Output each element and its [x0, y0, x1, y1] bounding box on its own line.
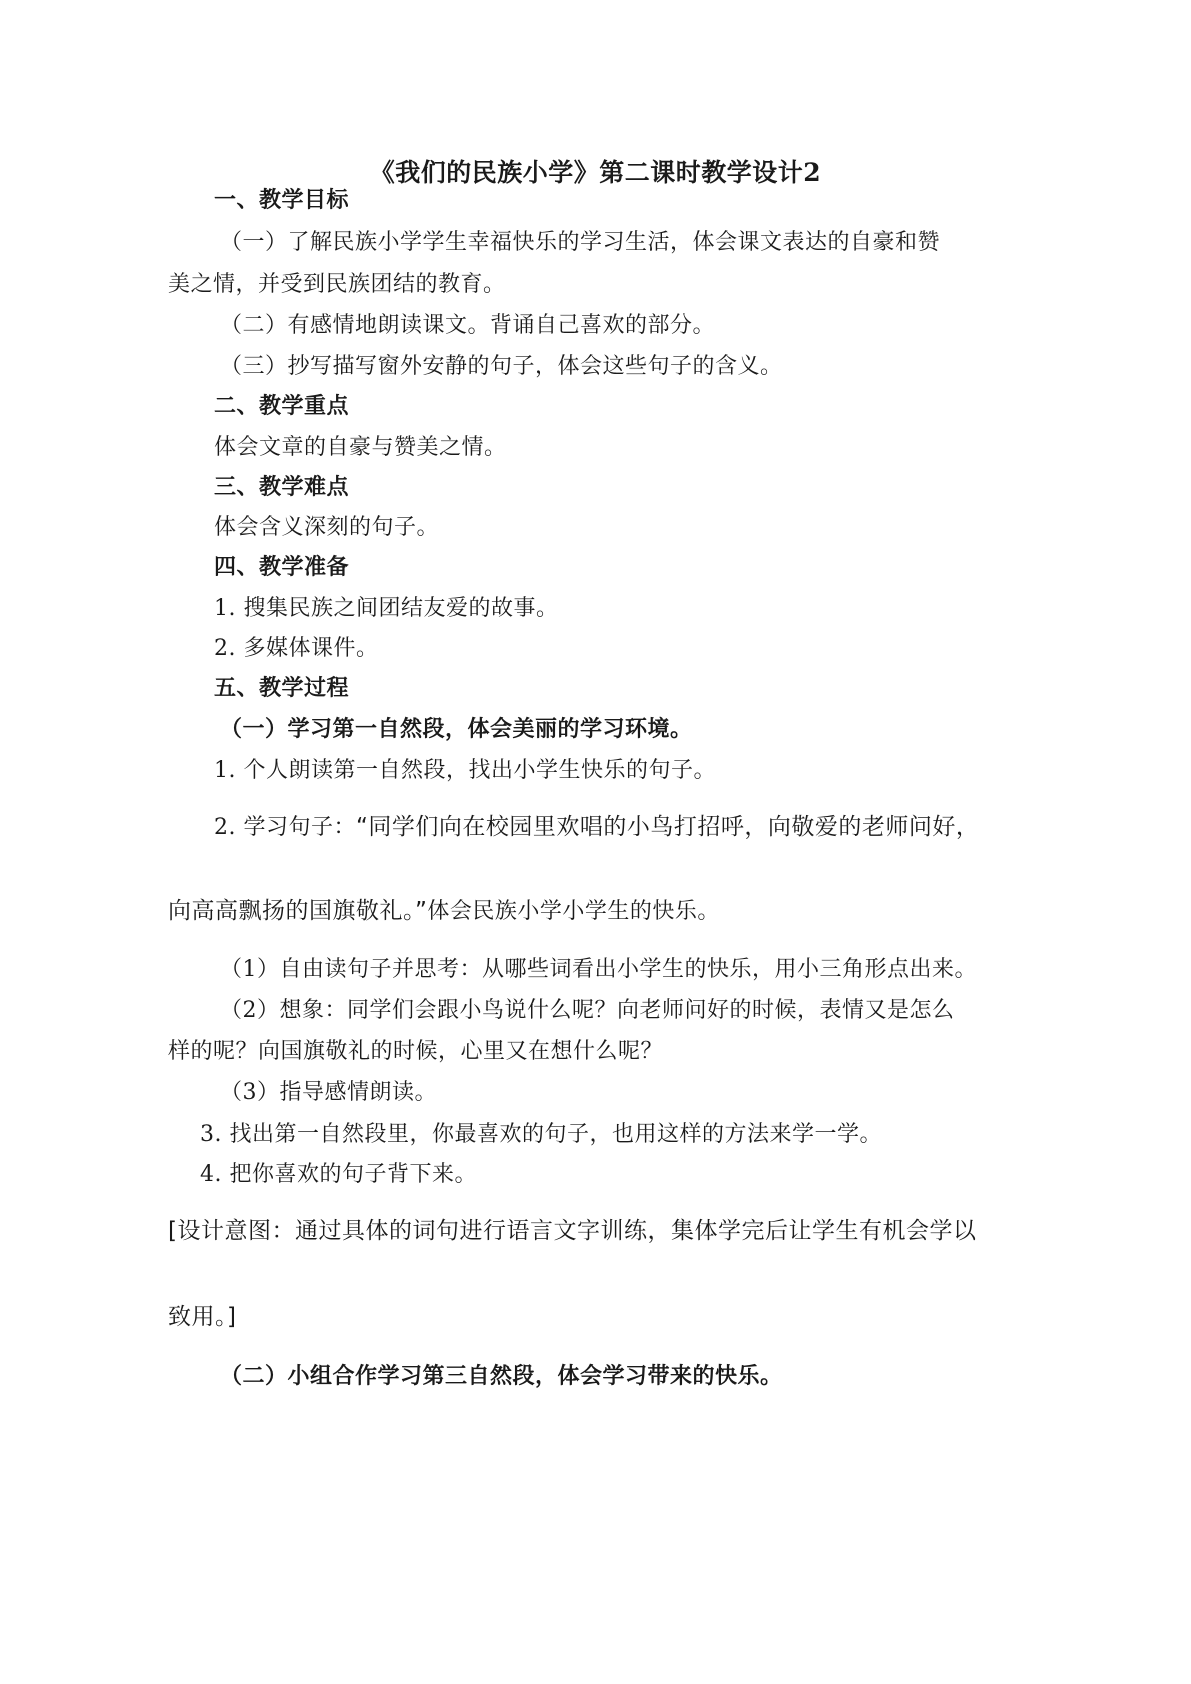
question-3: （3）指导感情朗读。	[220, 1080, 437, 1105]
question-2-line-2: 样的呢？向国旗敬礼的时候，心里又在想什么呢？	[168, 1039, 664, 1064]
section-heading-key-points: 二、教学重点	[214, 394, 350, 419]
step-2-quote: “同学们向在校园里欢唱的小鸟打招呼，向敬爱的老师问好，	[355, 814, 980, 840]
section-heading-process: 五、教学过程	[214, 676, 350, 701]
section-heading-preparation: 四、教学准备	[214, 555, 350, 580]
process-subsection-2: （二）小组合作学习第三自然段，体会学习带来的快乐。	[220, 1364, 783, 1389]
objective-1-line-2: 美之情，并受到民族团结的教育。	[168, 272, 506, 297]
question-1: （1）自由读句子并思考：从哪些词看出小学生的快乐，用小三角形点出来。	[220, 957, 977, 982]
process-step-2-line-2	[168, 896, 1018, 927]
question-2-line-1: （2）想象：同学们会跟小鸟说什么呢？向老师问好的时候，表情又是怎么	[220, 998, 955, 1023]
design-intent-line-2: 致用。]	[168, 1304, 237, 1330]
preparation-item-1: 1. 搜集民族之间团结友爱的故事。	[214, 596, 559, 621]
objective-1-line-1: （一）了解民族小学学生幸福快乐的学习生活，体会课文表达的自豪和赞	[220, 230, 941, 255]
process-step-1: 1. 个人朗读第一自然段，找出小学生快乐的句子。	[214, 758, 716, 783]
process-step-2-line-1	[214, 812, 1064, 843]
process-subsection-1: （一）学习第一自然段，体会美丽的学习环境。	[220, 717, 693, 742]
preparation-item-2: 2. 多媒体课件。	[214, 636, 379, 661]
step-2-quote-continued: 向高高飘扬的国旗敬礼。”	[168, 898, 428, 924]
objective-2: （二）有感情地朗读课文。背诵自己喜欢的部分。	[220, 313, 716, 338]
process-step-4: 4. 把你喜欢的句子背下来。	[200, 1162, 477, 1187]
section-heading-objectives: 一、教学目标	[214, 188, 350, 213]
key-points-text: 体会文章的自豪与赞美之情。	[214, 435, 507, 460]
design-intent-line-1: [设计意图：通过具体的词句进行语言文字训练，集体学完后让学生有机会学以	[168, 1218, 977, 1244]
document-title: 《我们的民族小学》第二课时教学设计2	[369, 158, 822, 187]
process-step-3: 3. 找出第一自然段里，你最喜欢的句子，也用这样的方法来学一学。	[200, 1122, 882, 1147]
step-2-prefix: 2. 学习句子：	[214, 815, 356, 840]
difficulties-text: 体会含义深刻的句子。	[214, 515, 440, 540]
step-2-tail: 体会民族小学小学生的快乐。	[427, 899, 720, 924]
section-heading-difficulties: 三、教学难点	[214, 475, 350, 500]
objective-3: （三）抄写描写窗外安静的句子，体会这些句子的含义。	[220, 354, 783, 379]
